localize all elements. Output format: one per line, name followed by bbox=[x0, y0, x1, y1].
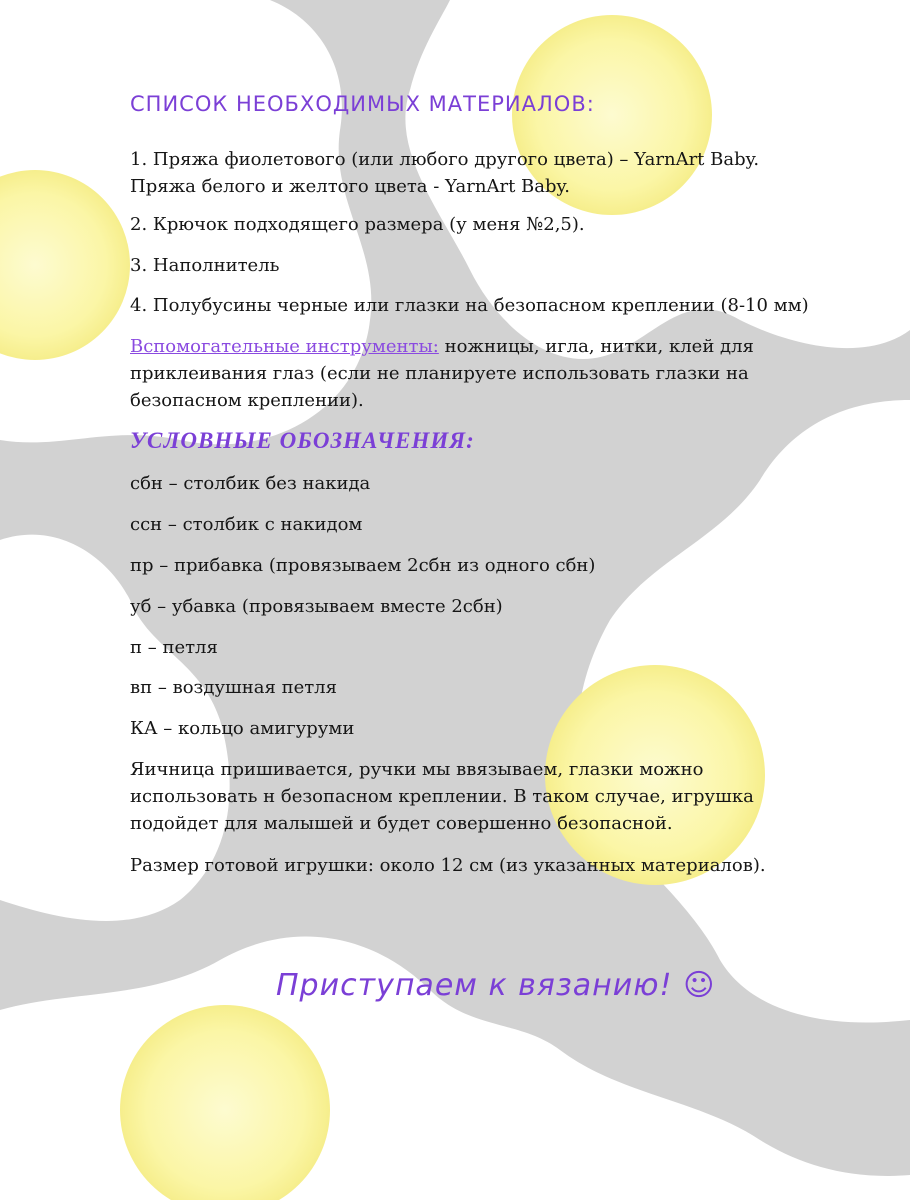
materials-heading: СПИСОК НЕОБХОДИМЫХ МАТЕРИАЛОВ: bbox=[130, 92, 595, 116]
legend-item-vp: вп – воздушная петля bbox=[130, 677, 337, 698]
notes-line-2: использовать н безопасном креплении. В таком случае, игрушка bbox=[130, 786, 754, 807]
tools-line-1: ножницы, игла, нитки, клей для bbox=[438, 336, 754, 357]
notes-line-1: Яичница пришивается, ручки мы ввязываем, глазки можно bbox=[130, 759, 704, 780]
tools-link[interactable]: Вспомогательные инструменты: bbox=[130, 336, 439, 357]
materials-item-1-line-1: 1. Пряжа фиолетового (или любого другого цвета) – YarnArt Baby. bbox=[130, 149, 760, 170]
start-knitting-cta: Приступаем к вязанию! ☺ bbox=[276, 968, 716, 1003]
legend-item-ub: уб – убавка (провязываем вместе 2сбн) bbox=[130, 596, 503, 617]
materials-item-2: 2. Крючок подходящего размера (у меня №2,5). bbox=[130, 214, 585, 235]
legend-item-ka: КА – кольцо амигуруми bbox=[130, 718, 355, 739]
legend-item-sbn: сбн – столбик без накида bbox=[130, 473, 371, 494]
legend-heading: УСЛОВНЫЕ ОБОЗНАЧЕНИЯ: bbox=[130, 428, 475, 453]
notes-paragraph bbox=[130, 756, 830, 837]
materials-item-1-line-2: Пряжа белого и желтого цвета - YarnArt Baby. bbox=[130, 176, 571, 197]
tools-line-3: безопасном креплении). bbox=[130, 390, 364, 411]
tools-line-2: приклеивания глаз (если не планируете использовать глазки на bbox=[130, 363, 749, 384]
materials-item-4: 4. Полубусины черные или глазки на безопасном креплении (8-10 мм) bbox=[130, 295, 809, 316]
size-note: Размер готовой игрушки: около 12 см (из указанных материалов). bbox=[130, 855, 766, 876]
tools-paragraph bbox=[130, 333, 830, 414]
notes-line-3: подойдет для малышей и будет совершенно безопасной. bbox=[130, 813, 673, 834]
legend-item-p: п – петля bbox=[130, 637, 218, 658]
materials-item-3: 3. Наполнитель bbox=[130, 255, 280, 276]
legend-item-ssn: ссн – столбик с накидом bbox=[130, 514, 363, 535]
legend-item-pr: пр – прибавка (провязываем 2сбн из одного сбн) bbox=[130, 555, 596, 576]
materials-item-1 bbox=[130, 146, 830, 200]
